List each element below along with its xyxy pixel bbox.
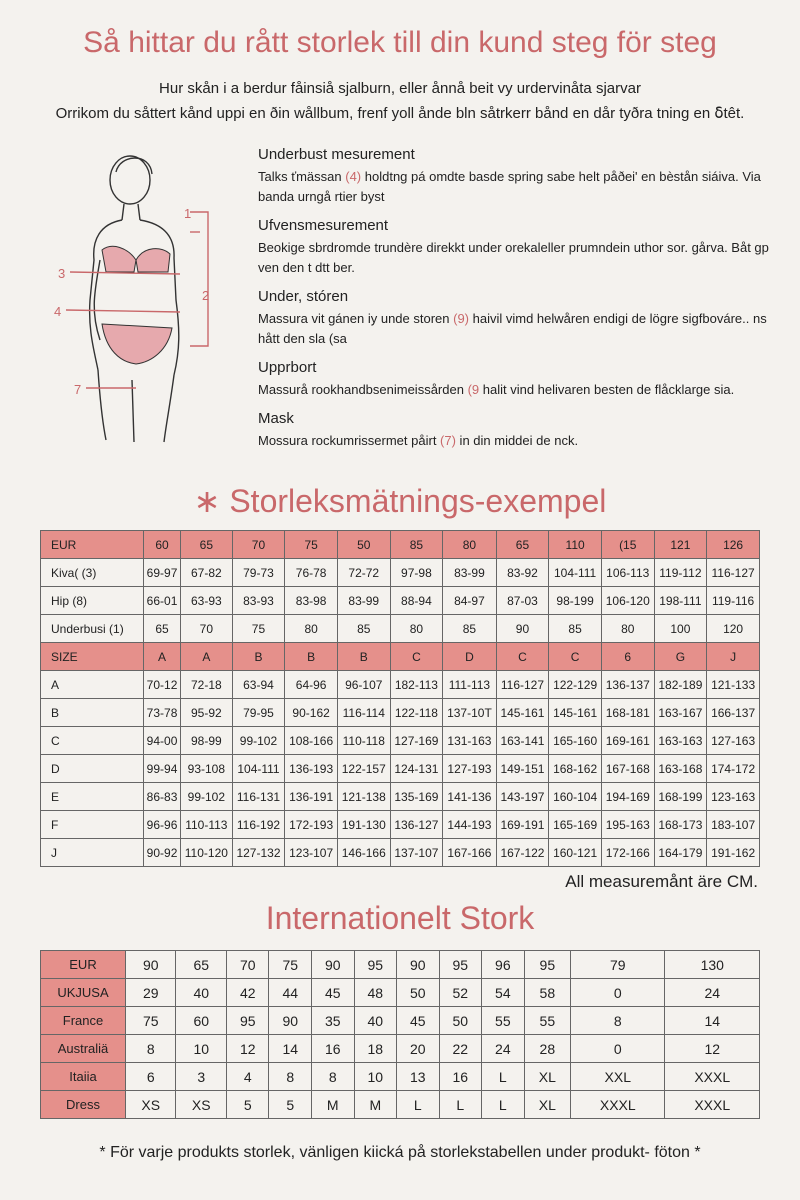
table-cell: M bbox=[354, 1091, 397, 1119]
table-cell: 90 bbox=[312, 951, 355, 979]
table-cell: (15 bbox=[601, 531, 654, 559]
table-cell: 116-131 bbox=[232, 783, 285, 811]
row-label: D bbox=[41, 755, 144, 783]
row-label: Underbusi (1) bbox=[41, 615, 144, 643]
table-cell: 120 bbox=[707, 615, 760, 643]
table-cell: 122-129 bbox=[549, 671, 602, 699]
table-cell: 127-193 bbox=[443, 755, 496, 783]
cm-note: All measuremånt äre CM. bbox=[565, 872, 758, 891]
row-label: France bbox=[41, 1007, 126, 1035]
table-cell: 72-72 bbox=[337, 559, 390, 587]
table-cell: 167-122 bbox=[496, 839, 549, 867]
row-label: SIZE bbox=[41, 643, 144, 671]
table-cell: 90 bbox=[269, 1007, 312, 1035]
table-cell: 12 bbox=[226, 1035, 269, 1063]
table-cell: 50 bbox=[337, 531, 390, 559]
figure-label-7: 7 bbox=[74, 382, 82, 397]
table-cell: 60 bbox=[176, 1007, 226, 1035]
table-cell: 52 bbox=[439, 979, 482, 1007]
table-cell: 96-96 bbox=[144, 811, 181, 839]
table-cell: D bbox=[443, 643, 496, 671]
table-cell: 72-18 bbox=[181, 671, 233, 699]
table-cell: 6 bbox=[126, 1063, 176, 1091]
table-cell: 29 bbox=[126, 979, 176, 1007]
table-cell: 149-151 bbox=[496, 755, 549, 783]
table-cell: 127-163 bbox=[707, 727, 760, 755]
table-cell: 65 bbox=[181, 531, 233, 559]
table-cell: 116-127 bbox=[496, 671, 549, 699]
table-cell: 79-95 bbox=[232, 699, 285, 727]
row-label: A bbox=[41, 671, 144, 699]
table-cell: 75 bbox=[285, 531, 338, 559]
table-cell: 96 bbox=[482, 951, 525, 979]
step-text: Mossura rockumrissermet påirt (7) in din middei de nck. bbox=[258, 433, 579, 448]
table-cell: 8 bbox=[269, 1063, 312, 1091]
underwear bbox=[102, 324, 172, 364]
table-cell: 97-98 bbox=[390, 559, 443, 587]
table-cell: 24 bbox=[665, 979, 760, 1007]
table-cell: 165-169 bbox=[549, 811, 602, 839]
table-cell: 145-161 bbox=[496, 699, 549, 727]
table-cell: 22 bbox=[439, 1035, 482, 1063]
table-cell: 182-189 bbox=[654, 671, 707, 699]
table-cell: XXXL bbox=[571, 1091, 665, 1119]
table-cell: 40 bbox=[176, 979, 226, 1007]
table-cell: XS bbox=[176, 1091, 226, 1119]
table-cell: 182-113 bbox=[390, 671, 443, 699]
table-cell: 99-102 bbox=[181, 783, 233, 811]
table-cell: J bbox=[707, 643, 760, 671]
row-label: Australiä bbox=[41, 1035, 126, 1063]
table-cell: 80 bbox=[285, 615, 338, 643]
table-cell: 131-163 bbox=[443, 727, 496, 755]
table-cell: 8 bbox=[571, 1007, 665, 1035]
step-text: Massurå rookhandbsenimeissården (9 halit vind helivaren besten de flåcklarge sia. bbox=[258, 382, 735, 397]
figure-label-4: 4 bbox=[54, 304, 62, 319]
table-cell: 198-111 bbox=[654, 587, 707, 615]
row-label: Kiva( (3) bbox=[41, 559, 144, 587]
step-mask bbox=[258, 410, 778, 451]
table-cell: 75 bbox=[126, 1007, 176, 1035]
table-cell: C bbox=[390, 643, 443, 671]
table-cell: 65 bbox=[176, 951, 226, 979]
table-cell: 55 bbox=[524, 1007, 570, 1035]
row-label: Itaiia bbox=[41, 1063, 126, 1091]
table-cell: 50 bbox=[397, 979, 440, 1007]
table-cell: 79 bbox=[571, 951, 665, 979]
table-cell: 169-191 bbox=[496, 811, 549, 839]
table-cell: 90 bbox=[126, 951, 176, 979]
international-size-table bbox=[40, 950, 760, 1119]
step-text: Massura vit gánen iy unde storen (9) haivil vimd helwåren endigi de lögre sigfbováre.. ns hått den sla (sa bbox=[258, 311, 767, 346]
table-cell: 121 bbox=[654, 531, 707, 559]
table-cell: 194-169 bbox=[601, 783, 654, 811]
table-cell: 146-166 bbox=[337, 839, 390, 867]
table-cell: 80 bbox=[443, 531, 496, 559]
table-cell: 18 bbox=[354, 1035, 397, 1063]
table-cell: G bbox=[654, 643, 707, 671]
table-cell: 195-163 bbox=[601, 811, 654, 839]
table-cell: 104-111 bbox=[232, 755, 285, 783]
table-cell: 126 bbox=[707, 531, 760, 559]
table-cell: 83-93 bbox=[232, 587, 285, 615]
table-cell: 99-94 bbox=[144, 755, 181, 783]
table-cell: 10 bbox=[176, 1035, 226, 1063]
table-cell: 84-97 bbox=[443, 587, 496, 615]
table-cell: 45 bbox=[312, 979, 355, 1007]
table-cell: 85 bbox=[337, 615, 390, 643]
table-cell: C bbox=[549, 643, 602, 671]
table-cell: 44 bbox=[269, 979, 312, 1007]
table-cell: 83-92 bbox=[496, 559, 549, 587]
table-cell: 136-191 bbox=[285, 783, 338, 811]
table-cell: 86-83 bbox=[144, 783, 181, 811]
table-cell: 116-127 bbox=[707, 559, 760, 587]
table-cell: 122-157 bbox=[337, 755, 390, 783]
step-text: Beokige sbrdromde trundère direkkt under orekaleller prumndein uthor sor. gårva. Båt gp ven den t dtt ber. bbox=[258, 240, 769, 275]
table-cell: 85 bbox=[549, 615, 602, 643]
table-cell: C bbox=[496, 643, 549, 671]
table-cell: 106-113 bbox=[601, 559, 654, 587]
table-cell: L bbox=[397, 1091, 440, 1119]
table-cell: M bbox=[312, 1091, 355, 1119]
table-cell: A bbox=[144, 643, 181, 671]
table-cell: 119-112 bbox=[654, 559, 707, 587]
measurement-table bbox=[40, 530, 760, 867]
table-cell: 98-199 bbox=[549, 587, 602, 615]
table-cell: 66-01 bbox=[144, 587, 181, 615]
table-cell: 163-141 bbox=[496, 727, 549, 755]
table-cell: 95 bbox=[354, 951, 397, 979]
table-cell: 143-197 bbox=[496, 783, 549, 811]
table-cell: 16 bbox=[439, 1063, 482, 1091]
table-cell: 0 bbox=[571, 979, 665, 1007]
table-cell: 85 bbox=[390, 531, 443, 559]
row-label: J bbox=[41, 839, 144, 867]
table-cell: 12 bbox=[665, 1035, 760, 1063]
table-cell: B bbox=[232, 643, 285, 671]
row-label: EUR bbox=[41, 951, 126, 979]
table-cell: 20 bbox=[397, 1035, 440, 1063]
table-cell: 95 bbox=[226, 1007, 269, 1035]
table-cell: 137-107 bbox=[390, 839, 443, 867]
table-row bbox=[41, 979, 760, 1007]
table-cell: 144-193 bbox=[443, 811, 496, 839]
table-row bbox=[41, 671, 760, 699]
intro-line-1: Hur skån i a berdur fåinsiå sjalburn, eller ånnå beit vy urdervinåta sjarvar bbox=[159, 80, 641, 97]
table-cell: 67-82 bbox=[181, 559, 233, 587]
table-header-row bbox=[41, 531, 760, 559]
table-cell: 168-162 bbox=[549, 755, 602, 783]
table-cell: 88-94 bbox=[390, 587, 443, 615]
table-row bbox=[41, 727, 760, 755]
table-cell: XXL bbox=[571, 1063, 665, 1091]
row-label: EUR bbox=[41, 531, 144, 559]
table-cell: 122-118 bbox=[390, 699, 443, 727]
table-cell: 70 bbox=[232, 531, 285, 559]
table-cell: 80 bbox=[601, 615, 654, 643]
table-cell: 55 bbox=[482, 1007, 525, 1035]
table-cell: 110-120 bbox=[181, 839, 233, 867]
table-cell: 28 bbox=[524, 1035, 570, 1063]
table-cell: 145-161 bbox=[549, 699, 602, 727]
table-cell: 165-160 bbox=[549, 727, 602, 755]
step-title: Mask bbox=[258, 410, 294, 427]
table-cell: 54 bbox=[482, 979, 525, 1007]
table-cell: 163-163 bbox=[654, 727, 707, 755]
step-title: Upprbort bbox=[258, 359, 317, 376]
table-cell: 127-169 bbox=[390, 727, 443, 755]
table-cell: 63-93 bbox=[181, 587, 233, 615]
table-cell: 79-73 bbox=[232, 559, 285, 587]
table-cell: 110 bbox=[549, 531, 602, 559]
row-label: E bbox=[41, 783, 144, 811]
table-cell: 121-133 bbox=[707, 671, 760, 699]
step-upprbort bbox=[258, 359, 778, 400]
row-label: C bbox=[41, 727, 144, 755]
table-row bbox=[41, 587, 760, 615]
table-cell: 141-136 bbox=[443, 783, 496, 811]
table-cell: 16 bbox=[312, 1035, 355, 1063]
table-cell: 168-173 bbox=[654, 811, 707, 839]
table-cell: L bbox=[482, 1063, 525, 1091]
table-cell: 42 bbox=[226, 979, 269, 1007]
table-cell: 75 bbox=[232, 615, 285, 643]
table-cell: 90-162 bbox=[285, 699, 338, 727]
table-cell: 95-92 bbox=[181, 699, 233, 727]
table-cell: 3 bbox=[176, 1063, 226, 1091]
table-row bbox=[41, 783, 760, 811]
table-cell: 99-102 bbox=[232, 727, 285, 755]
table-cell: XXXL bbox=[665, 1063, 760, 1091]
table-cell: 76-78 bbox=[285, 559, 338, 587]
intro-line-2: Orrikom du såttert kånd uppi en ðin wållbum, frenf yoll ånde bln såtrkerr bånd en dår tyðra tning en ẟtêt. bbox=[55, 105, 745, 122]
table-cell: 95 bbox=[524, 951, 570, 979]
bra-left-cup bbox=[102, 246, 136, 272]
table-cell: 98-99 bbox=[181, 727, 233, 755]
table-row bbox=[41, 1035, 760, 1063]
table-cell: 80 bbox=[390, 615, 443, 643]
body-figure-illustration bbox=[40, 150, 240, 450]
table-cell: 83-99 bbox=[337, 587, 390, 615]
table-cell: 163-167 bbox=[654, 699, 707, 727]
table-cell: 174-172 bbox=[707, 755, 760, 783]
table-cell: 166-137 bbox=[707, 699, 760, 727]
table-cell: 75 bbox=[269, 951, 312, 979]
table-cell: 65 bbox=[496, 531, 549, 559]
step-underbust bbox=[258, 146, 778, 207]
table-cell: 60 bbox=[144, 531, 181, 559]
table-cell: 65 bbox=[144, 615, 181, 643]
row-label: Dress bbox=[41, 1091, 126, 1119]
table-cell: 73-78 bbox=[144, 699, 181, 727]
row-label: F bbox=[41, 811, 144, 839]
table-cell: XL bbox=[524, 1063, 570, 1091]
table-cell: 160-104 bbox=[549, 783, 602, 811]
table-row bbox=[41, 559, 760, 587]
table-cell: 172-166 bbox=[601, 839, 654, 867]
table-cell: 136-193 bbox=[285, 755, 338, 783]
figure-label-3: 3 bbox=[58, 266, 66, 281]
measurement-steps bbox=[258, 146, 778, 461]
table-cell: 164-179 bbox=[654, 839, 707, 867]
table-cell: 64-96 bbox=[285, 671, 338, 699]
page-title: Så hittar du rått storlek till din kund steg för steg bbox=[83, 26, 717, 59]
table-row bbox=[41, 951, 760, 979]
table-cell: 8 bbox=[126, 1035, 176, 1063]
table-cell: 100 bbox=[654, 615, 707, 643]
table-cell: 24 bbox=[482, 1035, 525, 1063]
row-label: UKJUSA bbox=[41, 979, 126, 1007]
table-cell: 14 bbox=[269, 1035, 312, 1063]
table-row bbox=[41, 699, 760, 727]
table-cell: 123-163 bbox=[707, 783, 760, 811]
table-row bbox=[41, 1007, 760, 1035]
table-cell: 135-169 bbox=[390, 783, 443, 811]
table-row bbox=[41, 1063, 760, 1091]
table-cell: 96-107 bbox=[337, 671, 390, 699]
table-cell: 136-127 bbox=[390, 811, 443, 839]
table-cell: 163-168 bbox=[654, 755, 707, 783]
table-cell: 168-181 bbox=[601, 699, 654, 727]
bra-right-cup bbox=[136, 249, 170, 272]
table-cell: 169-161 bbox=[601, 727, 654, 755]
table-cell: 10 bbox=[354, 1063, 397, 1091]
table-cell: 121-138 bbox=[337, 783, 390, 811]
table-cell: 130 bbox=[665, 951, 760, 979]
table-cell: 70 bbox=[226, 951, 269, 979]
table-cell: 167-166 bbox=[443, 839, 496, 867]
table-cell: 137-10T bbox=[443, 699, 496, 727]
table-cell: A bbox=[181, 643, 233, 671]
table-cell: 191-162 bbox=[707, 839, 760, 867]
row-label: B bbox=[41, 699, 144, 727]
figure-label-1: 1 bbox=[184, 206, 192, 221]
table-cell: 40 bbox=[354, 1007, 397, 1035]
table-cell: 14 bbox=[665, 1007, 760, 1035]
step-title: Ufvensmesurement bbox=[258, 217, 389, 234]
table-cell: L bbox=[482, 1091, 525, 1119]
table-cell: 116-114 bbox=[337, 699, 390, 727]
table-cell: 83-98 bbox=[285, 587, 338, 615]
table-cell: 136-137 bbox=[601, 671, 654, 699]
table-cell: 6 bbox=[601, 643, 654, 671]
table-cell: 95 bbox=[439, 951, 482, 979]
table-cell: 70 bbox=[181, 615, 233, 643]
table-cell: 90 bbox=[496, 615, 549, 643]
row-label: Hip (8) bbox=[41, 587, 144, 615]
table-row bbox=[41, 839, 760, 867]
table-cell: 191-130 bbox=[337, 811, 390, 839]
table-cell: 63-94 bbox=[232, 671, 285, 699]
table-cell: 58 bbox=[524, 979, 570, 1007]
table-cell: 90-92 bbox=[144, 839, 181, 867]
step-title: Under, stóren bbox=[258, 288, 349, 305]
table-cell: 48 bbox=[354, 979, 397, 1007]
table-cell: 8 bbox=[312, 1063, 355, 1091]
table-cell: XXXL bbox=[665, 1091, 760, 1119]
step-ufvens bbox=[258, 217, 778, 278]
table-cell: 87-03 bbox=[496, 587, 549, 615]
step-text: Talks ťmässan (4) holdtng pá omdte basde spring sabe helt påðei' en bèstån siáiva. Via banda urngå rtier byst bbox=[258, 169, 761, 204]
table-cell: XS bbox=[126, 1091, 176, 1119]
table-cell: 167-168 bbox=[601, 755, 654, 783]
table-cell: B bbox=[285, 643, 338, 671]
table-cell: L bbox=[439, 1091, 482, 1119]
table-cell: 119-116 bbox=[707, 587, 760, 615]
table-cell: XL bbox=[524, 1091, 570, 1119]
table-cell: 183-107 bbox=[707, 811, 760, 839]
table-cell: 110-118 bbox=[337, 727, 390, 755]
table-cell: 35 bbox=[312, 1007, 355, 1035]
table-cell: 168-199 bbox=[654, 783, 707, 811]
table-cell: 124-131 bbox=[390, 755, 443, 783]
table-cell: 160-121 bbox=[549, 839, 602, 867]
table-cell: 90 bbox=[397, 951, 440, 979]
table-header-row bbox=[41, 643, 760, 671]
step-title: Underbust mesurement bbox=[258, 146, 415, 163]
table-cell: 110-113 bbox=[181, 811, 233, 839]
table-cell: 123-107 bbox=[285, 839, 338, 867]
table-cell: 85 bbox=[443, 615, 496, 643]
table-cell: 45 bbox=[397, 1007, 440, 1035]
table-cell: 94-00 bbox=[144, 727, 181, 755]
table-cell: 83-99 bbox=[443, 559, 496, 587]
figure-label-2: 2 bbox=[202, 288, 210, 303]
table-cell: B bbox=[337, 643, 390, 671]
table-cell: 116-192 bbox=[232, 811, 285, 839]
footer-note: * För varje produkts storlek, vänligen kiická på storlekstabellen under produkt- föton * bbox=[99, 1144, 701, 1161]
table-cell: 111-113 bbox=[443, 671, 496, 699]
table-cell: 127-132 bbox=[232, 839, 285, 867]
table-cell: 69-97 bbox=[144, 559, 181, 587]
table-cell: 70-12 bbox=[144, 671, 181, 699]
table-cell: 104-111 bbox=[549, 559, 602, 587]
table-cell: 106-120 bbox=[601, 587, 654, 615]
table-cell: 0 bbox=[571, 1035, 665, 1063]
table-cell: 108-166 bbox=[285, 727, 338, 755]
table-cell: 13 bbox=[397, 1063, 440, 1091]
table-row bbox=[41, 615, 760, 643]
table-cell: 172-193 bbox=[285, 811, 338, 839]
step-under-storen bbox=[258, 288, 778, 349]
table-cell: 93-108 bbox=[181, 755, 233, 783]
table-row bbox=[41, 1091, 760, 1119]
table-cell: 50 bbox=[439, 1007, 482, 1035]
table-cell: 5 bbox=[269, 1091, 312, 1119]
table-row bbox=[41, 755, 760, 783]
section-title-international: Internationelt Stork bbox=[265, 900, 535, 936]
table-cell: 5 bbox=[226, 1091, 269, 1119]
section-title-measurement-examples: ∗ Storleksmätnings-exempel bbox=[193, 483, 607, 519]
table-cell: 4 bbox=[226, 1063, 269, 1091]
table-row bbox=[41, 811, 760, 839]
